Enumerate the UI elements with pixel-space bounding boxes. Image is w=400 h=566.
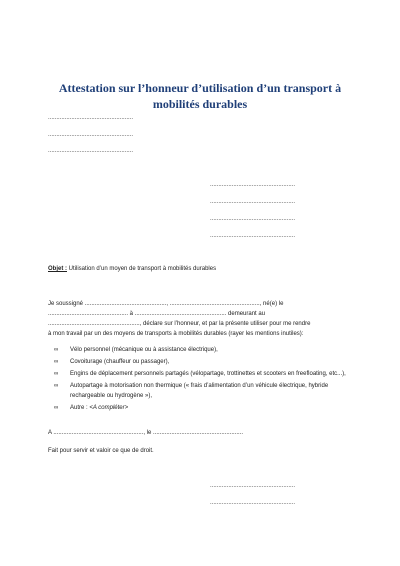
autre-prefix: Autre : (70, 405, 90, 411)
recipient-line-1: ................................................... (210, 182, 296, 188)
recipient-line-3: ................................................... (210, 216, 296, 222)
transport-options-list (52, 345, 352, 415)
objet-text: Utilisation d’un moyen de transport à mobilités durables (67, 266, 217, 272)
bullet-icon: ∞ (54, 371, 59, 377)
list-item-text: Autopartage à motorisation non thermique (« frais d’alimentation d’un véhicule électrique, hybride rechargeable ou hydrogène »), (70, 383, 329, 399)
recipient-line-2: ................................................... (210, 199, 296, 205)
list-item-text: Covoiturage (chauffeur ou passager), (70, 359, 170, 365)
list-item-text: Vélo personnel (mécanique ou à assistance électrique), (70, 347, 218, 353)
document-title (40, 80, 360, 112)
signature-line-2: ................................................... (210, 500, 296, 506)
list-item-text: Engins de déplacement personnels partagés (vélopartage, trottinettes et scooters en freefloating, etc...), (70, 371, 346, 377)
list-item (52, 345, 352, 355)
title-line-2: mobilités durables (152, 97, 248, 111)
list-item (52, 369, 352, 379)
bullet-icon: ∞ (54, 405, 59, 411)
objet-line (48, 264, 348, 274)
autre-placeholder: <A compléter> (89, 405, 129, 411)
sender-line-2: ................................................... (48, 132, 134, 138)
bullet-icon: ∞ (54, 359, 59, 365)
list-item (52, 403, 352, 413)
sender-line-1: ................................................... (48, 115, 134, 121)
place-date-line: A ......................................................, le ...................................................... (48, 430, 244, 436)
para-line-2: ................................................ à ....................................................... demeurant au (48, 311, 266, 317)
para-line-1: Je soussigné ................................................., ......................................................, né(e) le (48, 301, 284, 307)
list-item (52, 357, 352, 367)
signature-line-1: ................................................... (210, 483, 296, 489)
sender-line-3: ................................................... (48, 148, 134, 154)
para-line-4: à mon travail par un des moyens de transports à mobilités durables (rayer les mentions inutiles): (48, 331, 304, 337)
declaration-paragraph (48, 299, 348, 339)
list-item (52, 381, 352, 401)
title-line-1: Attestation sur l’honneur d’utilisation d’un transport à (58, 81, 342, 95)
recipient-line-4: ................................................... (210, 233, 296, 239)
closing-statement: Fait pour servir et valoir ce que de droit. (48, 448, 154, 454)
para-line-3: ......................................................., déclare sur l’honneur, et par la présente utiliser pour me rendre (48, 321, 311, 327)
objet-label: Objet : (48, 266, 67, 272)
bullet-icon: ∞ (54, 383, 59, 389)
bullet-icon: ∞ (54, 347, 59, 353)
